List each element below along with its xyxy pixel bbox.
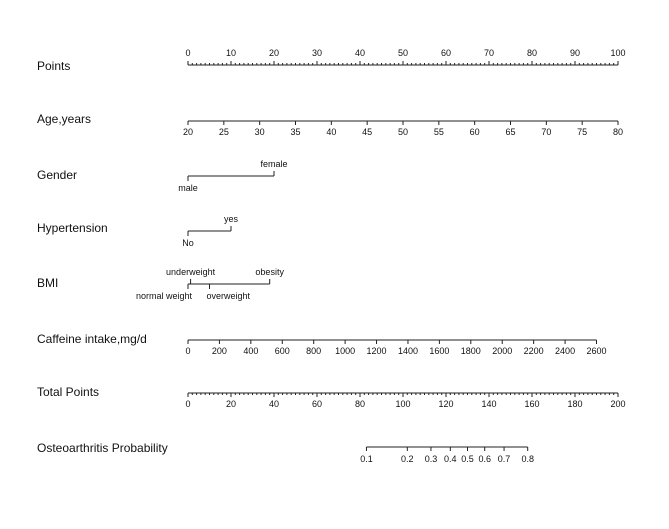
tick-label: 0.3 (424, 454, 438, 464)
tick-label: 80 (354, 399, 366, 409)
tick-label: 70 (483, 48, 495, 58)
tick-label: 160 (524, 399, 540, 409)
category-label: No (182, 238, 194, 248)
category-label: male (178, 183, 198, 193)
tick-label: 60 (469, 127, 480, 137)
tick-label: 200 (610, 399, 626, 409)
tick-label: 40 (354, 48, 366, 58)
category-label: normal weight (135, 291, 192, 301)
tick-label: 180 (567, 399, 583, 409)
tick-label: 0.7 (497, 454, 511, 464)
row-label: Age,years (37, 112, 92, 126)
tick-label: 0.8 (521, 454, 534, 464)
row-osteoarthritis-probability (37, 441, 534, 464)
tick-label: 120 (438, 399, 454, 409)
tick-label: 20 (268, 48, 280, 58)
tick-label: 1000 (335, 346, 356, 356)
tick-label: 2000 (492, 346, 513, 356)
tick-label: 1800 (460, 346, 481, 356)
tick-label: 25 (218, 127, 229, 137)
row-label: Gender (37, 168, 78, 182)
category-label: yes (223, 214, 239, 224)
tick-label: 60 (440, 48, 452, 58)
tick-label: 0.6 (478, 454, 491, 464)
row-total-points (37, 385, 626, 409)
tick-label: 20 (182, 127, 194, 137)
tick-label: 0 (185, 346, 191, 356)
row-label: Hypertension (37, 221, 108, 235)
tick-label: 140 (481, 399, 497, 409)
tick-label: 600 (274, 346, 290, 356)
tick-label: 100 (610, 48, 626, 58)
category-label: obesity (255, 267, 284, 277)
tick-label: 55 (433, 127, 444, 137)
tick-label: 30 (311, 48, 323, 58)
tick-label: 0 (185, 48, 191, 58)
tick-label: 0 (185, 399, 191, 409)
tick-label: 45 (362, 127, 373, 137)
tick-label: 35 (290, 127, 301, 137)
tick-label: 0.4 (444, 454, 457, 464)
row-gender (37, 159, 288, 193)
category-label: underweight (166, 267, 216, 277)
tick-label: 400 (243, 346, 259, 356)
tick-label: 200 (211, 346, 227, 356)
row-label: Osteoarthritis Probability (37, 441, 168, 455)
tick-label: 40 (326, 127, 337, 137)
tick-label: 30 (254, 127, 265, 137)
tick-label: 70 (541, 127, 552, 137)
tick-label: 80 (526, 48, 538, 58)
tick-label: 2600 (586, 346, 607, 356)
tick-label: 75 (577, 127, 588, 137)
tick-label: 20 (225, 399, 237, 409)
tick-label: 40 (268, 399, 280, 409)
tick-label: 1200 (366, 346, 387, 356)
tick-label: 65 (505, 127, 516, 137)
row-label: Points (37, 59, 71, 73)
tick-label: 10 (225, 48, 237, 58)
row-hypertension (37, 214, 238, 248)
row-label: BMI (37, 276, 59, 290)
tick-label: 1400 (397, 346, 418, 356)
category-label: overweight (206, 291, 251, 301)
tick-label: 0.1 (360, 454, 373, 464)
row-points (37, 48, 626, 73)
tick-label: 50 (397, 48, 409, 58)
row-age-years (37, 112, 623, 137)
tick-label: 50 (397, 127, 409, 137)
tick-label: 90 (569, 48, 581, 58)
category-label: female (260, 159, 288, 169)
tick-label: 80 (612, 127, 624, 137)
tick-label: 0.5 (461, 454, 474, 464)
tick-label: 60 (311, 399, 323, 409)
row-label: Caffeine intake,mg/d (37, 332, 147, 346)
tick-label: 0.2 (401, 454, 414, 464)
tick-label: 2400 (555, 346, 576, 356)
tick-label: 1600 (429, 346, 450, 356)
tick-label: 800 (306, 346, 322, 356)
row-bmi (37, 267, 284, 301)
row-caffeine-intake-mg-d (37, 332, 607, 356)
row-label: Total Points (37, 385, 100, 399)
tick-label: 2200 (523, 346, 544, 356)
tick-label: 100 (395, 399, 411, 409)
